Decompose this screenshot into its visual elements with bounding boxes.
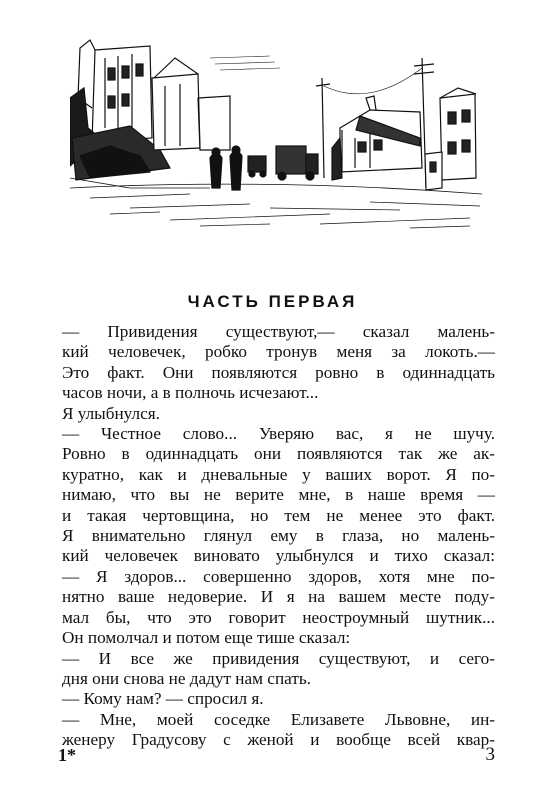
- text-line: — Мне, моей соседке Елизавете Львовне, ин-: [62, 709, 495, 729]
- text-line: — Я здоров... совершенно здоров, хотя мне по-: [62, 566, 495, 586]
- text-line: Я улыбнулся.: [62, 403, 160, 423]
- page-number: 3: [485, 744, 495, 765]
- text-line: Ровно в одиннадцать они появляются так же ак-: [62, 444, 495, 464]
- text-line: мал бы, что это говорит неостроумный шутник...: [62, 607, 495, 627]
- signature-mark: 1*: [58, 745, 76, 765]
- text-line: нятно ваше недоверие. И я на вашем месте поду-: [62, 587, 495, 607]
- text-line: и такая чертовщина, но тем не менее это факт.: [62, 505, 495, 525]
- text-line: часов ночи, а в полночь исчезают...: [62, 383, 319, 403]
- text-line: кий человечек, робко тронув меня за локоть.—: [62, 342, 495, 362]
- text-line: — Честное слово... Уверяю вас, я не шучу.: [62, 424, 495, 444]
- text-line: женеру Градусову с женой и вообще всей квар-: [62, 730, 495, 750]
- text-line: нимаю, что вы не верите мне, в наше время —: [62, 485, 495, 505]
- street-scene-illustration: [70, 38, 482, 234]
- text-line: — Привидения существуют,— сказал малень-: [62, 322, 495, 341]
- text-line: Это факт. Они появляются ровно в одиннадцать: [62, 362, 495, 382]
- text-line: Он помолчал и потом еще тише сказал:: [62, 628, 351, 648]
- text-line: — И все же привидения существуют, и сего-: [62, 648, 495, 668]
- text-line: дня они снова не дадут нам спать.: [62, 668, 311, 688]
- body-text: [62, 322, 495, 751]
- text-line: Я внимательно глянул ему в глаза, но малень-: [62, 526, 495, 546]
- text-line: — Кому нам? — спросил я.: [62, 689, 264, 709]
- text-line: куратно, как и дневальные у ваших ворот. Я по-: [62, 464, 495, 484]
- chapter-title: ЧАСТЬ ПЕРВАЯ: [187, 292, 358, 311]
- text-line: кий человечек виновато улыбнулся и тихо сказал:: [62, 546, 495, 566]
